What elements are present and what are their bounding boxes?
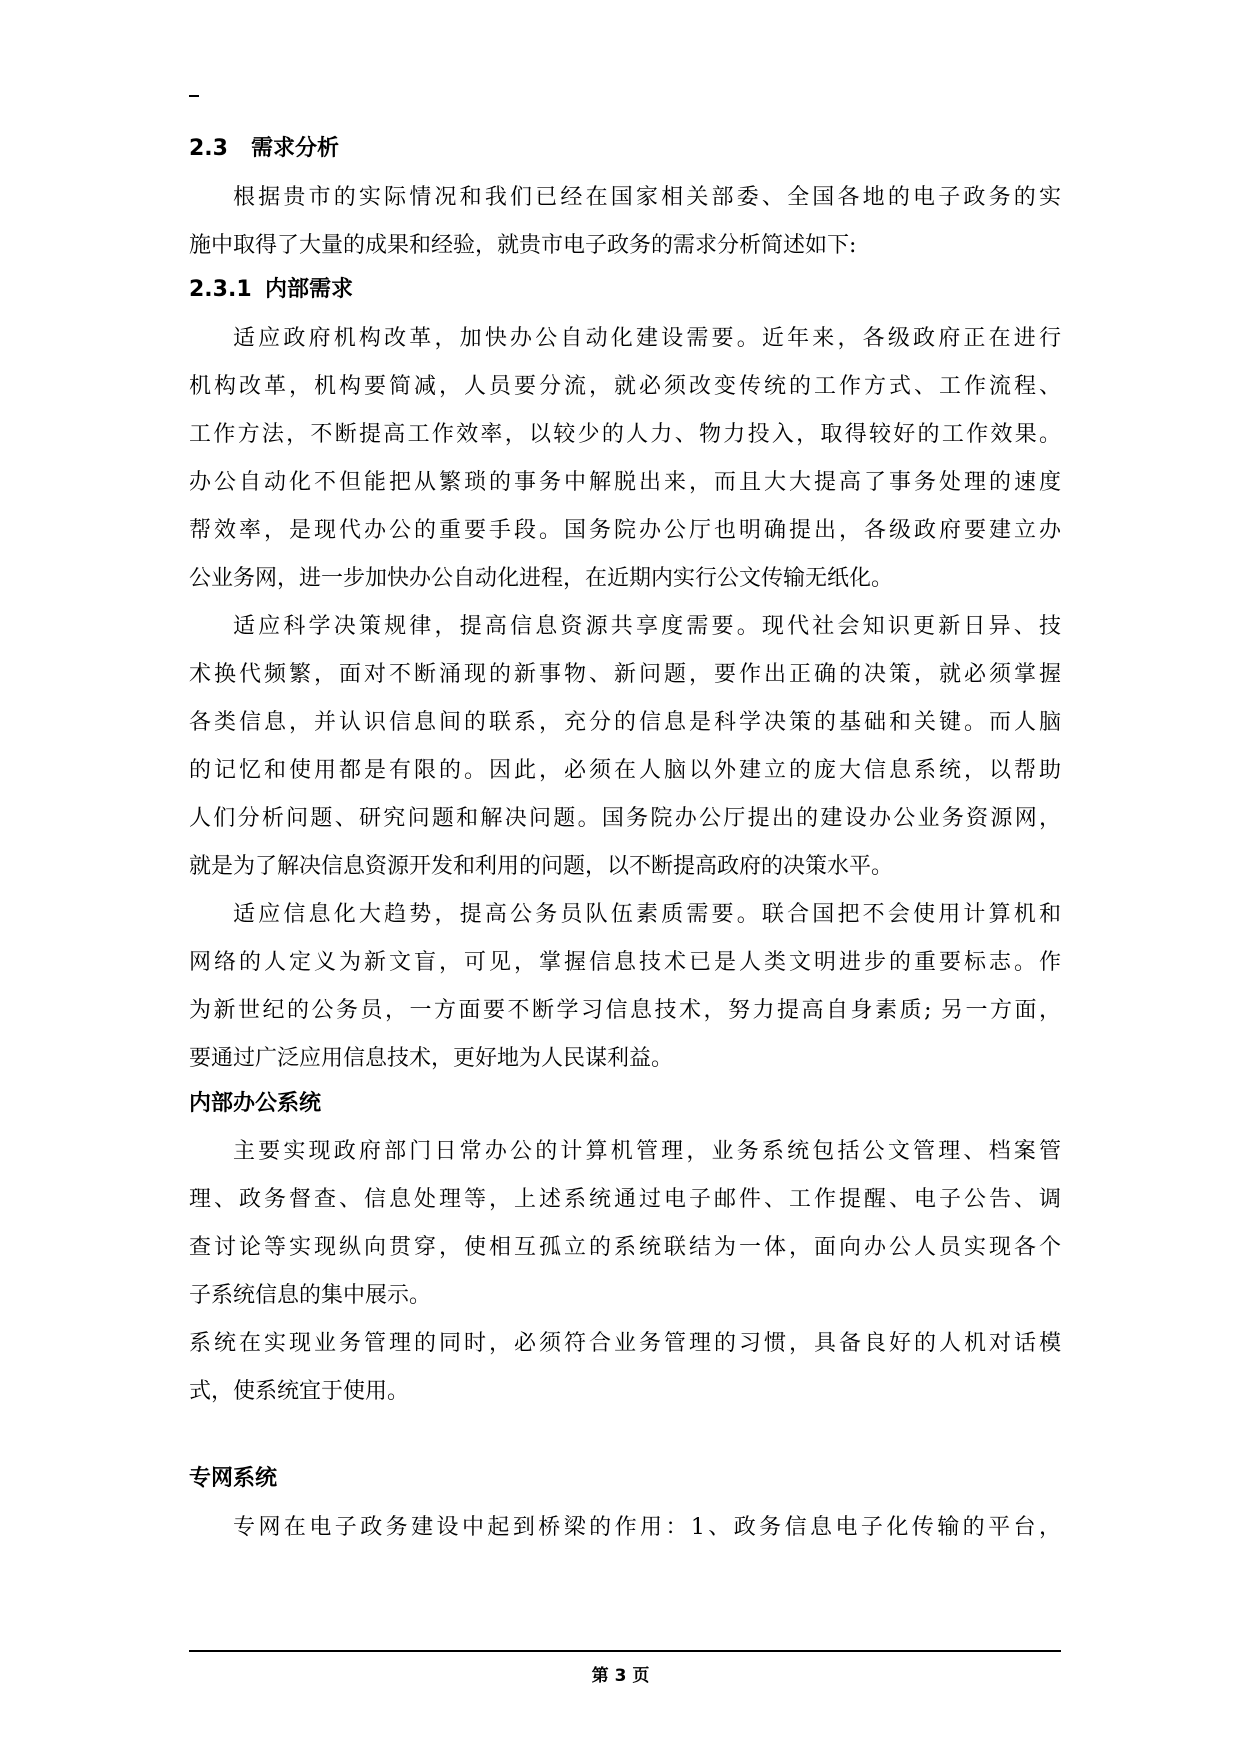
paragraph-line: 机构改革，机构要简减，人员要分流，就必须改变传统的工作方式、工作流程、 — [189, 374, 1061, 399]
paragraph-line: 就是为了解决信息资源开发和利用的问题，以不断提高政府的决策水平。 — [189, 854, 894, 879]
subheading-private-network: 专网系统 — [189, 1466, 278, 1491]
paragraph-line: 适应科学决策规律，提高信息资源共享度需要。现代社会知识更新日异、技 — [233, 614, 1061, 639]
paragraph-line: 为新世纪的公务员，一方面要不断学习信息技术，努力提高自身素质; 另一方面， — [189, 998, 1061, 1023]
paragraph-line: 适应信息化大趋势，提高公务员队伍素质需要。联合国把不会使用计算机和 — [233, 902, 1061, 927]
paragraph-line: 人们分析问题、研究问题和解决问题。国务院办公厅提出的建设办公业务资源网， — [189, 806, 1061, 831]
subheading-office-system: 内部办公系统 — [189, 1091, 322, 1116]
paragraph-line: 公业务网，进一步加快办公自动化进程，在近期内实行公文传输无纸化。 — [189, 566, 894, 591]
section-heading-2-3 — [189, 134, 339, 164]
paragraph-line: 理、政务督查、信息处理等，上述系统通过电子邮件、工作提醒、电子公告、调 — [189, 1187, 1061, 1212]
paragraph-line: 查讨论等实现纵向贯穿，使相互孤立的系统联结为一体，面向办公人员实现各个 — [189, 1235, 1061, 1260]
header-mark — [189, 95, 199, 97]
paragraph-line: 专网在电子政务建设中起到桥梁的作用：1、政务信息电子化传输的平台， — [233, 1515, 1061, 1540]
paragraph-line: 适应政府机构改革，加快办公自动化建设需要。近年来，各级政府正在进行 — [233, 326, 1061, 351]
section-title: 需求分析 — [251, 136, 340, 161]
paragraph-line: 系统在实现业务管理的同时，必须符合业务管理的习惯，具备良好的人机对话模 — [189, 1331, 1061, 1356]
paragraph-line: 各类信息，并认识信息间的联系，充分的信息是科学决策的基础和关键。而人脑 — [189, 710, 1061, 735]
paragraph-line: 要通过广泛应用信息技术，更好地为人民谋利益。 — [189, 1046, 674, 1071]
paragraph-line: 帮效率，是现代办公的重要手段。国务院办公厅也明确提出，各级政府要建立办 — [189, 518, 1061, 543]
section-title: 内部需求 — [265, 277, 354, 302]
paragraph-line: 子系统信息的集中展示。 — [189, 1283, 432, 1308]
paragraph-line: 主要实现政府部门日常办公的计算机管理，业务系统包括公文管理、档案管 — [233, 1139, 1061, 1164]
section-number: 2.3 — [189, 136, 228, 161]
intro-line: 根据贵市的实际情况和我们已经在国家相关部委、全国各地的电子政务的实 — [233, 185, 1061, 210]
paragraph-line: 式，使系统宜于使用。 — [189, 1379, 410, 1404]
paragraph-line: 工作方法，不断提高工作效率，以较少的人力、物力投入，取得较好的工作效果。 — [189, 422, 1061, 447]
section-number: 2.3.1 — [189, 277, 252, 302]
intro-line: 施中取得了大量的成果和经验，就贵市电子政务的需求分析简述如下: — [189, 233, 857, 258]
paragraph-line: 网络的人定义为新文盲，可见，掌握信息技术已是人类文明进步的重要标志。作 — [189, 950, 1061, 975]
paragraph-line: 术换代频繁，面对不断涌现的新事物、新问题，要作出正确的决策，就必须掌握 — [189, 662, 1061, 687]
paragraph-line: 办公自动化不但能把从繁琐的事务中解脱出来，而且大大提高了事务处理的速度 — [189, 470, 1061, 495]
page-number: 第 3 页 — [591, 1666, 650, 1686]
section-heading-2-3-1 — [189, 275, 353, 305]
paragraph-line: 的记忆和使用都是有限的。因此，必须在人脑以外建立的庞大信息系统，以帮助 — [189, 758, 1061, 783]
footer-rule — [189, 1650, 1061, 1652]
